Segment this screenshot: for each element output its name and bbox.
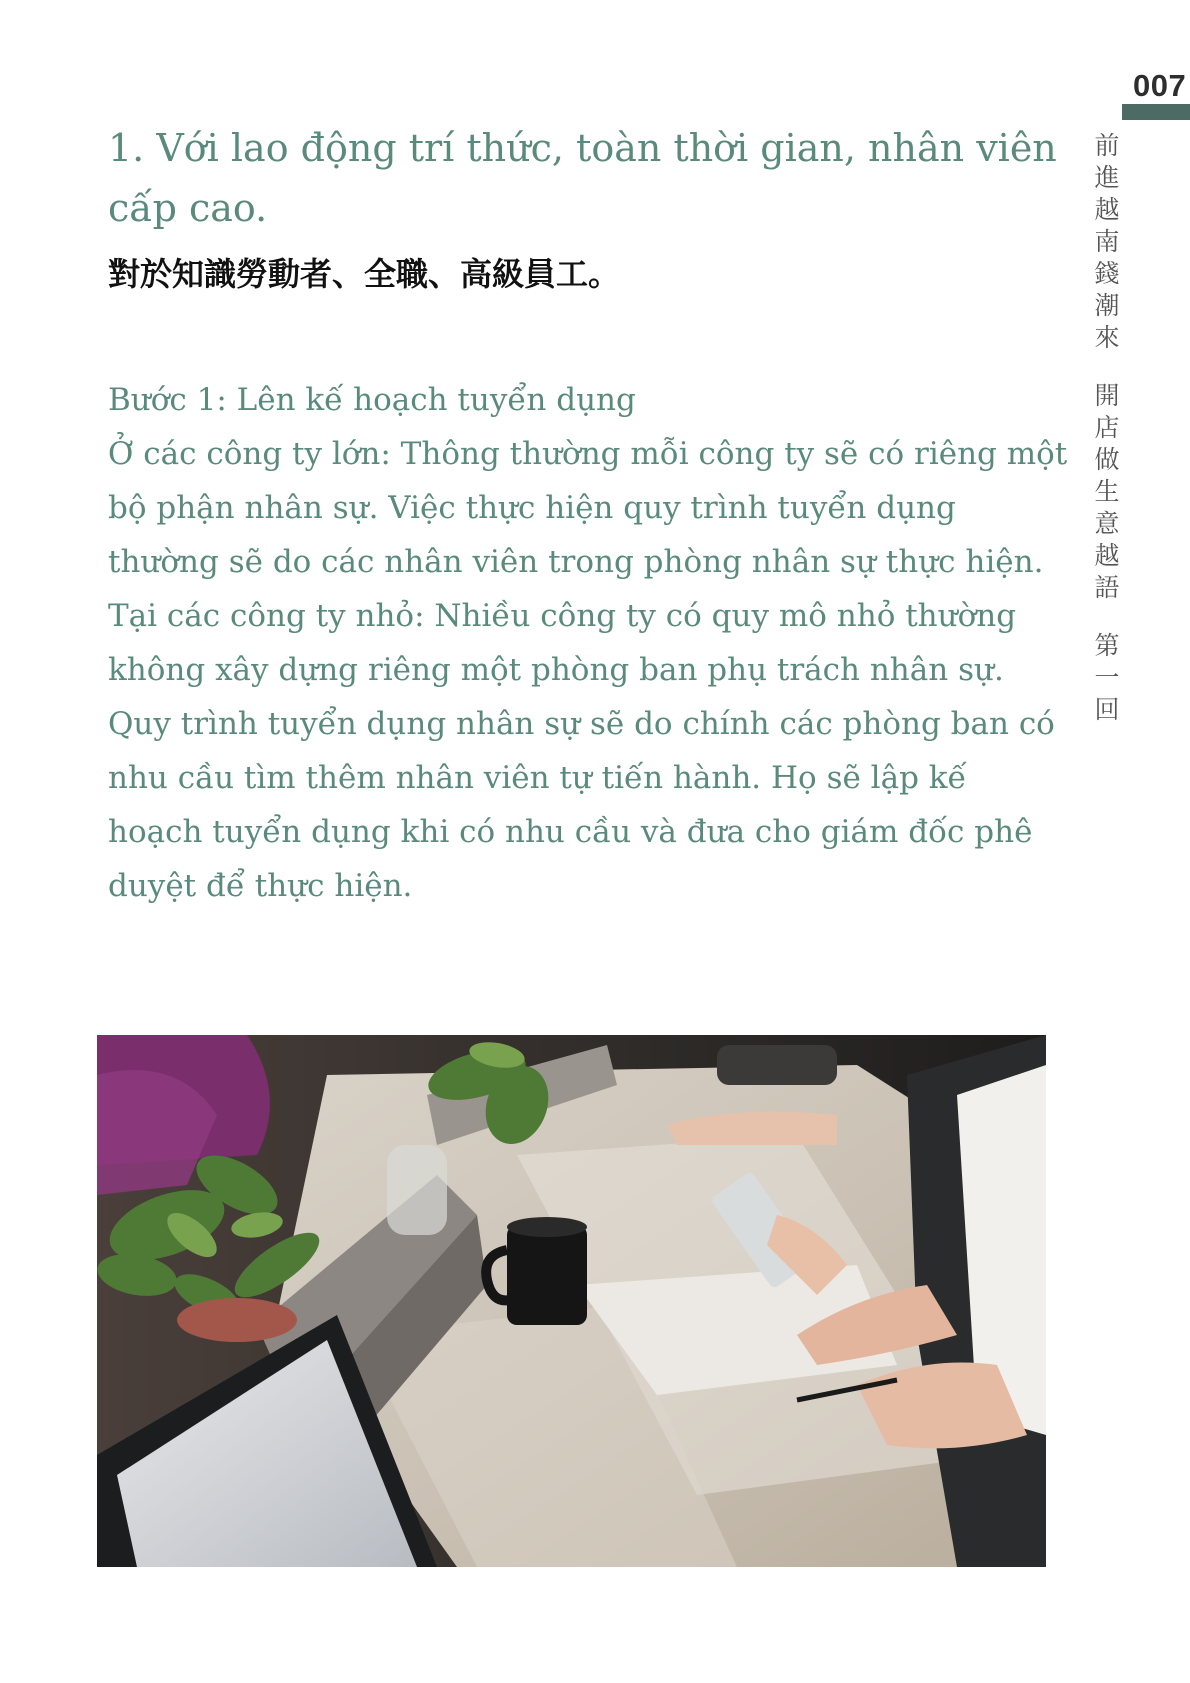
running-title-char: 來 <box>1094 323 1120 352</box>
section-subheading-chinese: 對於知識勞動者、全職、高級員工。 <box>108 255 621 293</box>
running-title-char: 越 <box>1094 541 1120 570</box>
office-meeting-illustration <box>97 1035 1046 1567</box>
running-title-char: 越 <box>1094 195 1120 224</box>
running-title-char: 語 <box>1094 573 1120 602</box>
paragraph-small-companies: Tại các công ty nhỏ: Nhiều công ty có quy mô nhỏ thường không xây dựng riêng một phòng ban phụ trách nhân sự. Quy trình tuyển dụng nhân sự sẽ do chính các phòng ban có nhu cầu tìm thêm nhân viên tự tiến hành. Họ sẽ lập kế hoạch tuyển dụng khi có nhu cầu và đưa cho giám đốc phê duyệt để thực hiện. <box>108 598 1055 904</box>
step-title: Bước 1: Lên kế hoạch tuyển dụng <box>108 382 636 418</box>
running-title-char: 潮 <box>1094 291 1120 320</box>
running-title-char: 南 <box>1094 227 1120 256</box>
running-title-char: 進 <box>1094 163 1120 192</box>
body-text <box>108 373 1068 913</box>
running-title-char: 做 <box>1094 445 1120 474</box>
running-title-char: 一 <box>1094 663 1120 692</box>
section-heading: 1. Với lao động trí thức, toàn thời gian, nhân viên cấp cao. <box>108 126 1057 230</box>
running-title-char: 錢 <box>1094 259 1120 288</box>
page-number: 007 <box>1133 68 1187 103</box>
running-title-char: 回 <box>1094 695 1120 724</box>
running-title-char: 前 <box>1094 131 1120 160</box>
paragraph-large-companies: Ở các công ty lớn: Thông thường mỗi công ty sẽ có riêng một bộ phận nhân sự. Việc thực hiện quy trình tuyển dụng thường sẽ do các nhân viên trong phòng nhân sự thực hiện. <box>108 436 1068 580</box>
office-meeting-photo <box>97 1035 1046 1567</box>
running-title-char: 生 <box>1094 477 1120 506</box>
running-title-char: 意 <box>1094 509 1120 538</box>
running-title <box>1090 130 1124 726</box>
page-number-tab <box>1122 104 1190 120</box>
running-title-char: 開 <box>1094 381 1120 410</box>
running-title-char: 第 <box>1094 631 1120 660</box>
running-title-char: 店 <box>1094 413 1120 442</box>
